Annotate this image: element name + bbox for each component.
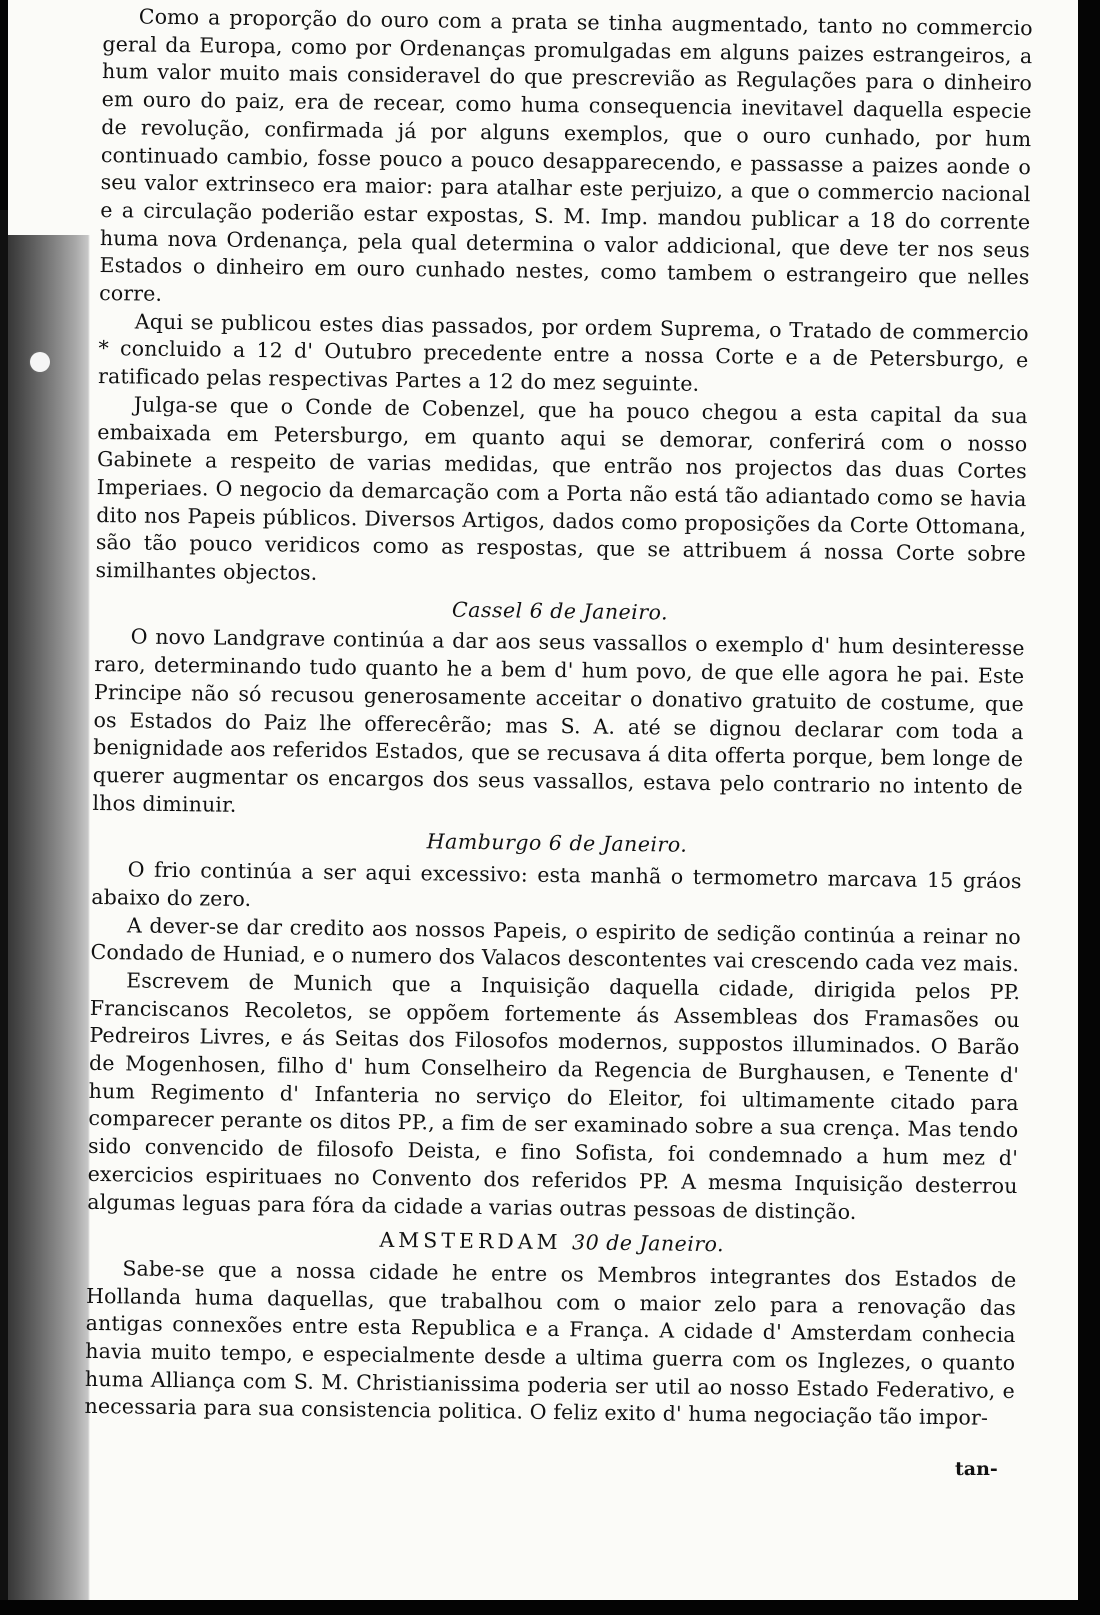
- paragraph-huniad: A dever-se dar credito aos nossos Papeis, o espirito de sedição continúa a reinar no Condado de Huniad, e o numero dos Valacos descontentes vai crescendo cada vez mais.: [90, 912, 1022, 977]
- punch-hole: [30, 352, 50, 372]
- paragraph-cold-weather: O frio continúa a ser aqui excessivo: esta manhã o termometro marcava 15 gráos abaixo do zero.: [91, 857, 1022, 911]
- paragraph-landgrave: O novo Landgrave continúa a dar aos seus vassallos o exemplo d' hum desinteresse raro, determinando tudo quanto he a bem d' hum povo, de que elle agora he pai. Este Principe não só recusou generosamente acceitar o donativo gratuito de costume, que os Estados do Paiz lhe offerecêrão; mas S. A. até se dignou declarar com toda a benignidade aos referidos Estados, que se recusava á dita offerta porque, bem longe de querer augmentar os encargos dos seus vassallos, estava pelo contrario no intento de lhos diminuir.: [92, 624, 1025, 817]
- dateline-hamburgo: Hamburgo 6 de Janeiro.: [426, 829, 688, 858]
- bottom-scan-border: [0, 1600, 1100, 1615]
- dateline-place: AMSTERDAM: [379, 1227, 562, 1255]
- right-scan-border: [1078, 0, 1100, 1615]
- catchword: tan-: [955, 1458, 998, 1480]
- paragraph-munich-inquisition: Escrevem de Munich que a Inquisição daquella cidade, dirigida pelos PP. Franciscanos Recoletos, se oppõem fortemente ás Assembleas dos Framasões ou Pedreiros Livres, e ás Seitas dos Filosofos modernos, suppostos illuminados. O Barão de Mogenhosen, filho d' hum Conselheiro da Regencia de Burghausen, e Tenente d' hum Regimento d' Infanteria no serviço do Eleitor, foi ultimamente citado para comparecer perante os ditos PP., a fim de ser examinado sobre a sua crença. Mas tendo sido convencido de filosofo Deista, e fino Sofista, foi condemnado a hum mez d' exercicios espirituaes no Convento dos referidos PP. A mesma Inquisição desterrou algumas leguas para fóra da cidade a varias outras pessoas de distinção.: [87, 968, 1021, 1224]
- paragraph-gold-ordinance: Como a proporção do ouro com a prata se tinha augmentado, tanto no commercio geral da Europa, como por Ordenanças promulgadas em alguns paizes estrangeiros, a hum valor muito mais consideravel do que prescrevião as Regulações para o dinheiro em ouro do paiz, era de recear, como huma consequencia inevitavel daquella especie de revolução, confirmada já por alguns exemplos, que o ouro cunhado, por hum continuado cambio, fosse pouco a pouco desapparecendo, e passasse a paizes aonde o seu valor extrinseco era maior: para atalhar este perjuizo, a que o commercio nacional e a circulação poderião estar expostas, S. M. Imp. mandou publicar a 18 do corrente huma nova Ordenança, pela qual determina o valor addicional, que deve ter nos seus Estados o dinheiro em ouro cunhado nestes, como tambem o estrangeiro que nelles corre.: [99, 4, 1033, 306]
- article-body: [84, 3, 1032, 1433]
- dateline-cassel: Cassel 6 de Janeiro.: [451, 597, 669, 625]
- paragraph-commerce-treaty: Aqui se publicou estes dias passados, por ordem Suprema, o Tratado de commercio * concluido a 12 d' Outubro precedente entre a nossa Corte e a de Petersburgo, e ratificado pelas respectivas Partes a 12 do mez seguinte.: [97, 309, 1029, 396]
- dateline-date: 30 de Janeiro.: [571, 1230, 725, 1257]
- left-page-edge: [0, 210, 8, 1615]
- paragraph-cobenzel: Julga-se que o Conde de Cobenzel, que ha pouco chegou a esta capital da sua embaixada em Petersburgo, em quanto aqui se demorar, conferirá com o nosso Gabinete a respeito de varias medidas, que entrão nos projectos das duas Cortes Imperiaes. O negocio da demarcação com a Porta não está tão adiantado como se havia dito nos Papeis públicos. Diversos Artigos, dados como proposições da Corte Ottomana, são tão pouco veridicos como as respostas, que se attribuem á nossa Corte sobre similhantes objectos.: [95, 392, 1028, 585]
- paragraph-amsterdam: Sabe-se que a nossa cidade he entre os Membros integrantes dos Estados de Hollanda huma daquellas, que trabalhou com o maior zelo para a renovação das antigas connexões entre esta Republica e a França. A cidade d' Amsterdam conhecia havia muito tempo, e especialmente desde a ultima guerra com os Inglezes, o quanto huma Alliança com S. M. Christianissima poderia ser util ao nosso Estado Federativo, e necessaria para sua consistencia politica. O feliz exito d' huma negociação tão impor-: [84, 1256, 1017, 1431]
- left-binding-shadow: [0, 235, 90, 1600]
